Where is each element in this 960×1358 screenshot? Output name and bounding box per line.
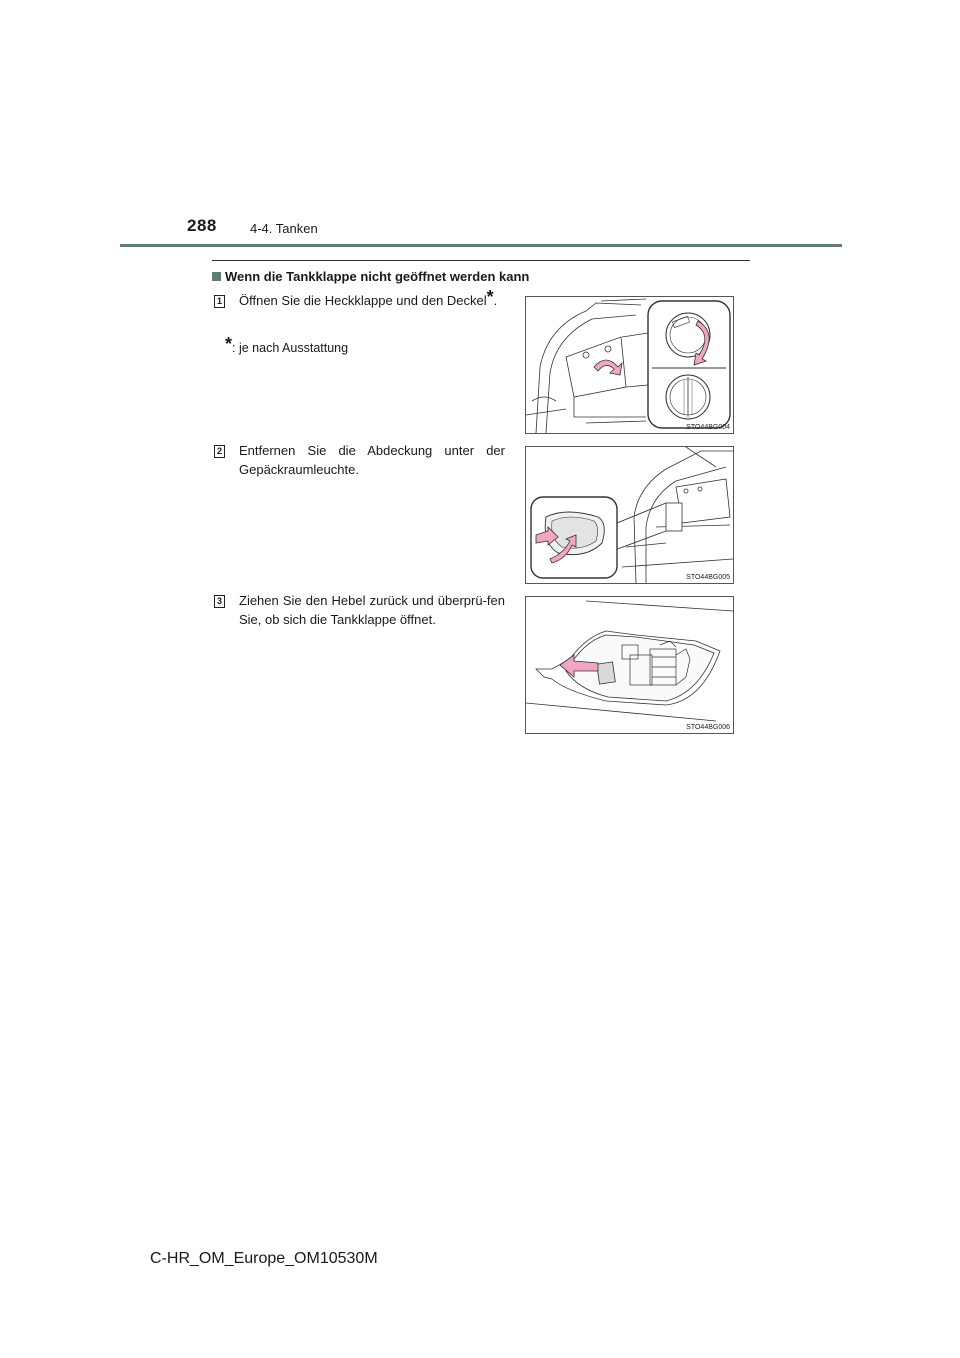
footer-doc-id: C-HR_OM_Europe_OM10530M — [150, 1250, 378, 1267]
section-title: 4-4. Tanken — [250, 221, 318, 236]
figure-3-code: STO44BG006 — [686, 724, 730, 731]
step-1-number: 1 — [214, 295, 225, 308]
step-2-text: Entfernen Sie die Abdeckung unter der Gepäckraumleuchte. — [239, 443, 505, 477]
figure-2 — [525, 446, 734, 584]
figure-2-code: STO44BG005 — [686, 574, 730, 581]
step-3-text: Ziehen Sie den Hebel zurück und überprü-fen Sie, ob sich die Tankklappe öffnet. — [239, 593, 505, 627]
footnote-marker-2: * — [225, 334, 233, 354]
figure-1-illustration — [526, 297, 733, 433]
footnote — [225, 334, 348, 355]
step-2-number: 2 — [214, 445, 225, 458]
step-3-number: 3 — [214, 595, 225, 608]
step-1-text — [239, 287, 505, 310]
heading-bullet-icon — [212, 272, 221, 281]
page-number: 288 — [187, 216, 217, 235]
heading-text: Wenn die Tankklappe nicht geöffnet werden kann — [225, 269, 530, 284]
step-1-text-main: Öffnen Sie die Heckklappe und den Deckel — [239, 293, 487, 308]
figure-3 — [525, 596, 734, 734]
footnote-marker: * — [486, 287, 494, 307]
figure-1-code: STO44BG004 — [686, 424, 730, 431]
figure-1 — [525, 296, 734, 434]
step-1-text-end: . — [493, 293, 498, 308]
sub-rule — [212, 260, 750, 261]
header-rule — [120, 244, 842, 247]
figure-2-illustration — [526, 447, 733, 583]
sub-heading — [212, 269, 529, 284]
figure-3-illustration — [526, 597, 733, 733]
footnote-text: : je nach Ausstattung — [232, 341, 349, 355]
